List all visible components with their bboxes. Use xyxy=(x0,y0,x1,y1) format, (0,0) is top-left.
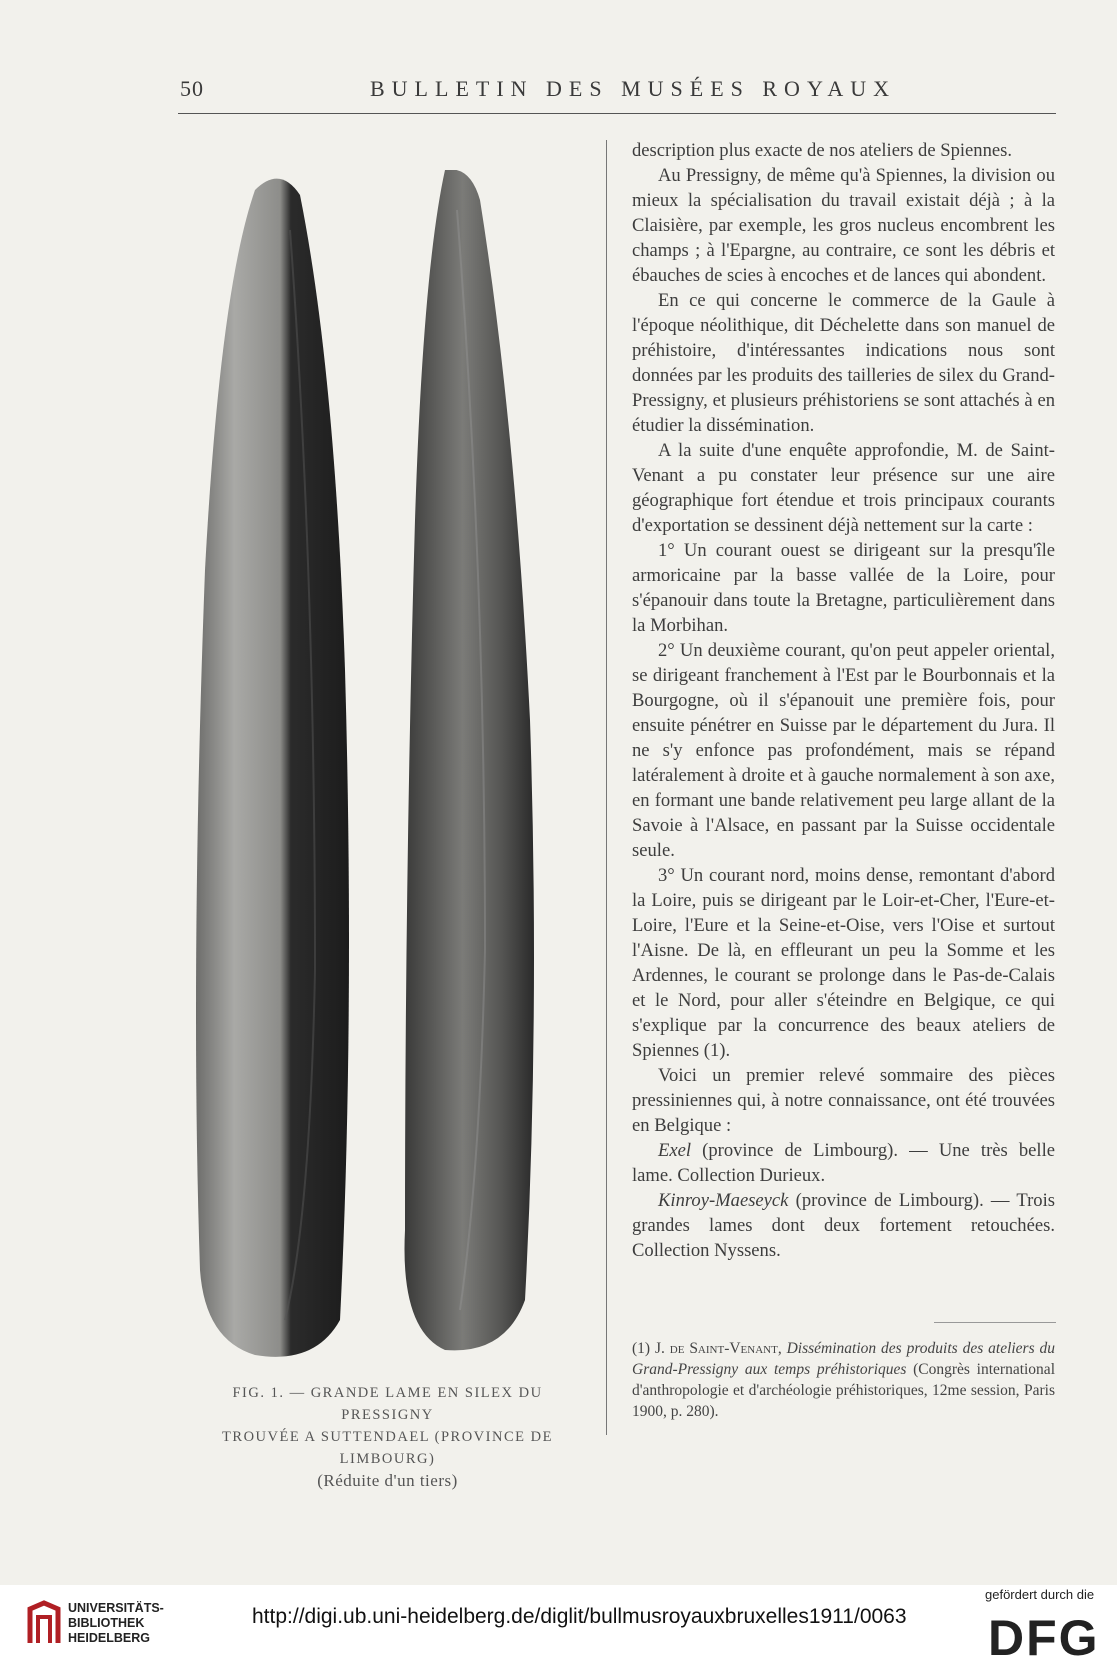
paragraph: Voici un premier relevé sommaire des pièces pressiniennes qui, à notre connaissance, ont été trouvées en Belgique : xyxy=(632,1065,1055,1136)
flint-blade-photo xyxy=(195,170,595,1370)
footnote-rule xyxy=(934,1322,1056,1323)
paragraph: 1° Un courant ouest se dirigeant sur la presqu'île armoricaine par la basse vallée de la Loire, pour s'épanouir dans toute la Bretagne, particulièrement dans la Morbihan. xyxy=(632,540,1055,636)
paragraph: 3° Un courant nord, moins dense, remontant d'abord la Loire, puis se dirigeant par le Loir-et-Cher, l'Eure-et-Loire, l'Eure et la Seine-et-Oise, vers l'Oise et surtout l'Aisne. De là, en effleurant un peu la Somme et les Ardennes, le courant se prolonge dans le Pas-de-Calais et le Nord, pour aller s'éteindre en Belgique, ce qui s'explique par la concurrence des beaux ateliers de Spiennes (1). xyxy=(632,865,1055,1061)
place-name: Exel xyxy=(658,1140,692,1161)
header-rule xyxy=(178,113,1056,114)
dfg-logo: DFG xyxy=(988,1610,1100,1666)
caption-line-3: (Réduite d'un tiers) xyxy=(317,1471,458,1490)
paragraph: A la suite d'une enquête approfondie, M. de Saint-Venant a pu constater leur présence sur une aire géographique fort étendue et trois principaux courants d'exportation se dessinent déjà nettement sur la carte : xyxy=(632,440,1055,536)
page-number: 50 xyxy=(180,76,204,101)
place-name: Kinroy-Maeseyck xyxy=(658,1190,789,1211)
paragraph: Au Pressigny, de même qu'à Spiennes, la division ou mieux la spécialisation du travail existait déjà ; à la Claisière, par exemple, les gros nucleus encombrent les champs ; à l'Epargne, au contraire, ce sont les débris et ébauches de scies à encoches et de lances qui abondent. xyxy=(632,165,1055,286)
figure-caption xyxy=(185,1382,590,1492)
running-title: BULLETIN DES MUSÉES ROYAUX xyxy=(370,76,897,101)
paragraph: Exel (province de Limbourg). — Une très belle lame. Collection Durieux. xyxy=(632,1140,1055,1186)
paragraph: description plus exacte de nos ateliers de Spiennes. xyxy=(632,140,1013,161)
paragraph: En ce qui concerne le commerce de la Gaule à l'époque néolithique, dit Déchelette dans son manuel de préhistoire, d'intéressantes indications nous sont données par les produits des tailleries de silex du Grand-Pressigny, et plusieurs préhistoriens se sont attachés à en étudier la dissémination. xyxy=(632,290,1055,436)
paragraph: Kinroy-Maeseyck (province de Limbourg). — Trois grandes lames dont deux fortement retouchées. Collection Nyssens. xyxy=(632,1190,1055,1261)
column-rule xyxy=(606,140,607,1435)
funding-label: gefördert durch die xyxy=(985,1587,1095,1602)
source-url-link[interactable]: http://digi.ub.uni-heidelberg.de/diglit/bullmusroyauxbruxelles1911/0063 xyxy=(252,1605,907,1628)
blade-left-view xyxy=(196,179,349,1357)
footnote: (1) J. de Saint-Venant, Dissémination des produits des ateliers du Grand-Pressigny aux temps préhistoriques (Congrès international d'anthropologie et d'archéologie préhistoriques, 12me session, Paris 1900, p. 280). xyxy=(632,1340,1056,1420)
library-name: UNIVERSITÄTS- BIBLIOTHEK HEIDELBERG xyxy=(68,1601,164,1645)
caption-line-2: TROUVÉE A SUTTENDAEL (PROVINCE DE LIMBOURG) xyxy=(222,1429,553,1467)
flint-blade-figure xyxy=(195,170,595,1370)
paragraph: 2° Un deuxième courant, qu'on peut appeler oriental, se dirigeant franchement à l'Est par le Bourbonnais et la Bourgogne, où il s'épanouit une première fois, pour ensuite pénétrer en Suisse par le département du Jura. Il ne s'y enfonce pas profondément, mais se répand latéralement à droite et à gauche normalement à son axe, en formant une bande relativement peu large allant de la Savoie à l'Alsace, en passant par la Suisse occidentale seule. xyxy=(632,640,1055,861)
footer-bar xyxy=(0,1585,1117,1678)
library-logo-icon xyxy=(26,1599,62,1647)
caption-line-1: FIG. 1. — GRANDE LAME EN SILEX DU PRESSIGNY xyxy=(232,1385,543,1423)
blade-right-view xyxy=(405,170,535,1350)
body-text-column xyxy=(632,138,1055,1263)
